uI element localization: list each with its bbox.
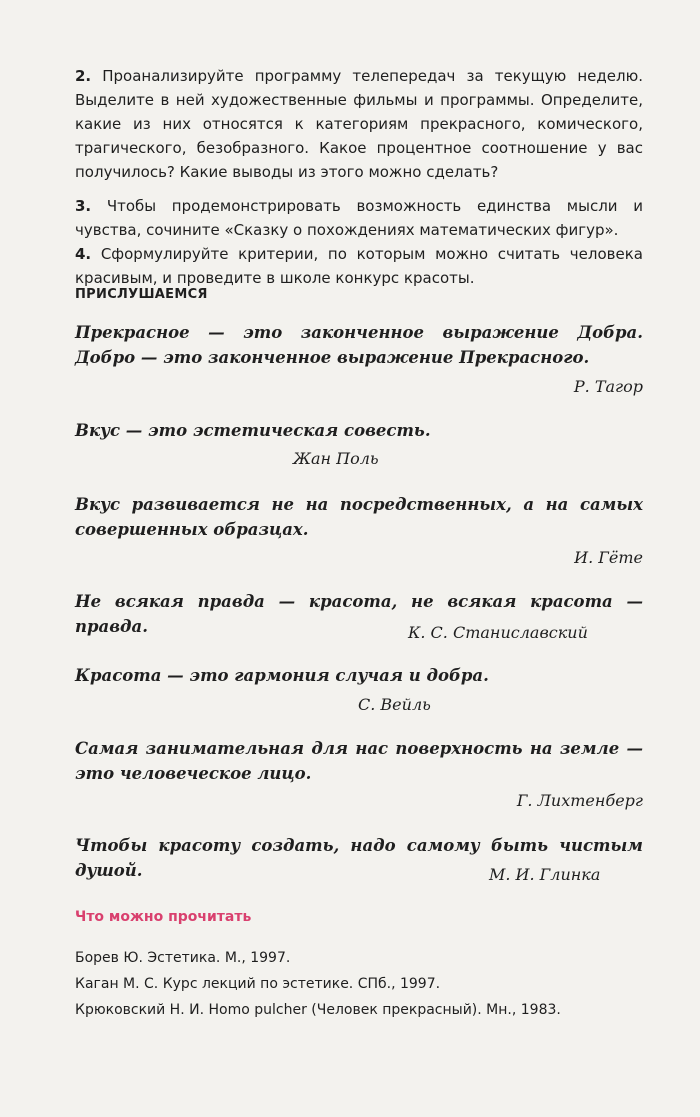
quote-author: С. Вейль — [358, 695, 431, 714]
quote-text: Вкус развивается не на посредственных, а на самых совершенных образцах. — [75, 495, 643, 539]
quote-author: Жан Поль — [293, 449, 379, 468]
listen-heading: ПРИСЛУШАЕМСЯ — [75, 287, 208, 302]
quote-author: И. Гёте — [574, 548, 643, 567]
quote-author: Г. Лихтенберг — [516, 791, 643, 810]
reference-item: Борев Ю. Эстетика. М., 1997. — [75, 950, 291, 966]
quote-author: К. С. Станиславский — [408, 623, 588, 642]
question-number: 2. — [75, 67, 92, 85]
quote-author: М. И. Глинка — [489, 865, 601, 884]
quote-text: Вкус — это эстетическая совесть. — [75, 421, 431, 440]
quote-text: Самая занимательная для нас поверхность на земле — это человеческое лицо. — [75, 739, 643, 783]
quote-text: Прекрасное — это законченное выражение Добра. Добро — это законченное выражение Прекрасного. — [75, 323, 643, 367]
quote-text: Не всякая правда — красота, не всякая красота — правда. — [75, 592, 643, 636]
quote-text: Красота — это гармония случая и добра. — [75, 666, 489, 685]
question-number: 4. — [75, 245, 92, 263]
question-2 — [75, 64, 643, 184]
quote-author: Р. Тагор — [573, 377, 643, 396]
question-text: Сформулируйте критерии, по которым можно считать человека красивым, и проведите в школе конкурс красоты. — [75, 245, 643, 287]
question-text: Проанализируйте программу телепередач за текущую неделю. Выделите в ней художественные фильмы и программы. Определите, какие из них относятся к категориям прекрасного, комического, трагического, безобразного. Какое процентное соотношение у вас получилось? Какие выводы из этого можно сделать? — [75, 67, 643, 181]
reference-item: Крюковский Н. И. Homo pulcher (Человек прекрасный). Мн., 1983. — [75, 1002, 561, 1018]
question-number: 3. — [75, 197, 92, 215]
reference-item: Каган М. С. Курс лекций по эстетике. СПб., 1997. — [75, 976, 441, 992]
question-4 — [75, 242, 643, 290]
question-3 — [75, 194, 643, 242]
quote-text: Чтобы красоту создать, надо самому быть чистым душой. — [75, 836, 643, 880]
question-text: Чтобы продемонстрировать возможность единства мысли и чувства, сочините «Сказку о похождениях математических фигур». — [75, 197, 643, 239]
reading-heading: Что можно прочитать — [75, 909, 252, 925]
